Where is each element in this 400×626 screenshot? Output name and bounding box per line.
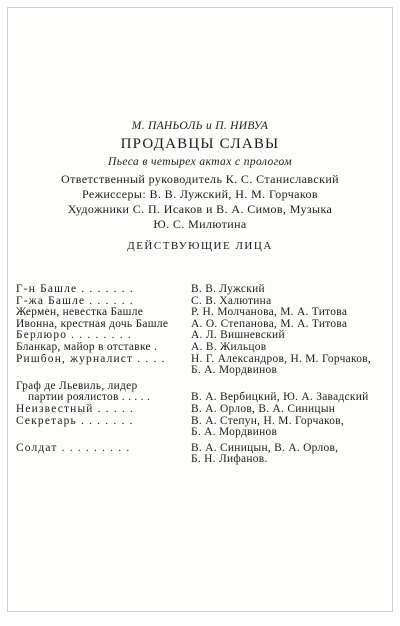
actor-names: В. А. Вербицкий, Ю. А. Завадский (191, 391, 369, 404)
character-name: Бланкар, майор в отставке . (16, 341, 158, 353)
cast-row (16, 443, 388, 466)
actor-names: С. В. Халютина (191, 294, 272, 307)
character-name: Секретарь . . . . . . . (16, 415, 134, 427)
authors-line: М. ПАНЬОЛЬ и П. НИВУА (131, 120, 269, 132)
character-name: Жермен, невестка Башле (16, 307, 144, 319)
character-name: Солдат . . . . . . . . . (16, 442, 131, 454)
cast-row (16, 404, 388, 416)
character-name: Берлюро . . . . . . . . (16, 330, 132, 342)
cast-row (16, 284, 388, 296)
cast-heading: ДЕЙСТВУЮЩИЕ ЛИЦА (127, 240, 273, 252)
cast-row (16, 416, 388, 439)
actor-names: В. А. Орлов, В. А. Синицын (191, 402, 336, 415)
character-name: Г-н Башле . . . . . . . (16, 284, 134, 295)
credit-line: Ю. С. Милютина (153, 217, 247, 231)
actor-names: Н. Г. Александров, Н. М. Горчаков, Б. А. Мордвинов (191, 352, 372, 377)
credit-line: Художники С. П. Исаков и В. А. Симов, Музыка (67, 202, 333, 216)
actor-names: А. О. Степанова, М. А. Титова (191, 317, 348, 330)
character-name: Ивонна, крестная дочь Башле (16, 318, 169, 330)
production-credits (8, 172, 392, 232)
actor-names: А. В. Жильцов (191, 340, 267, 353)
character-name: Г-жа Башле . . . . . . (16, 295, 134, 307)
character-name: Граф де Льевиль, лидер (16, 380, 138, 392)
actor-names: А. Л. Вишневский (191, 329, 285, 342)
character-name: Ришбон, журналист . . . . (16, 353, 166, 365)
actor-names: В. В. Лужский (191, 283, 265, 295)
program-header (8, 120, 392, 252)
character-name: Неизвестный . . . . . (16, 403, 135, 415)
cast-row (16, 342, 388, 354)
credit-line: Режиссеры: В. В. Лужский, Н. М. Горчаков (81, 187, 318, 201)
play-title: ПРОДАВЦЫ СЛАВЫ (120, 136, 280, 152)
play-subtitle: Пьеса в четырех актах с прологом (108, 156, 292, 168)
program-page (7, 7, 393, 612)
cast-row (16, 354, 388, 377)
character-name: партии роялистов . . . . . (28, 392, 151, 404)
actor-names: Р. Н. Молчанова, М. А. Титова (191, 306, 348, 319)
credit-line: Ответственный руководитель К. С. Станиславский (61, 172, 339, 186)
cast-list (16, 284, 388, 466)
actor-names: В. А. Степун, Н. М. Горчаков, Б. А. Мордвинов (191, 414, 345, 439)
actor-names: В. А. Синицын, В. А. Орлов, Б. Н. Лифанов. (191, 441, 339, 466)
